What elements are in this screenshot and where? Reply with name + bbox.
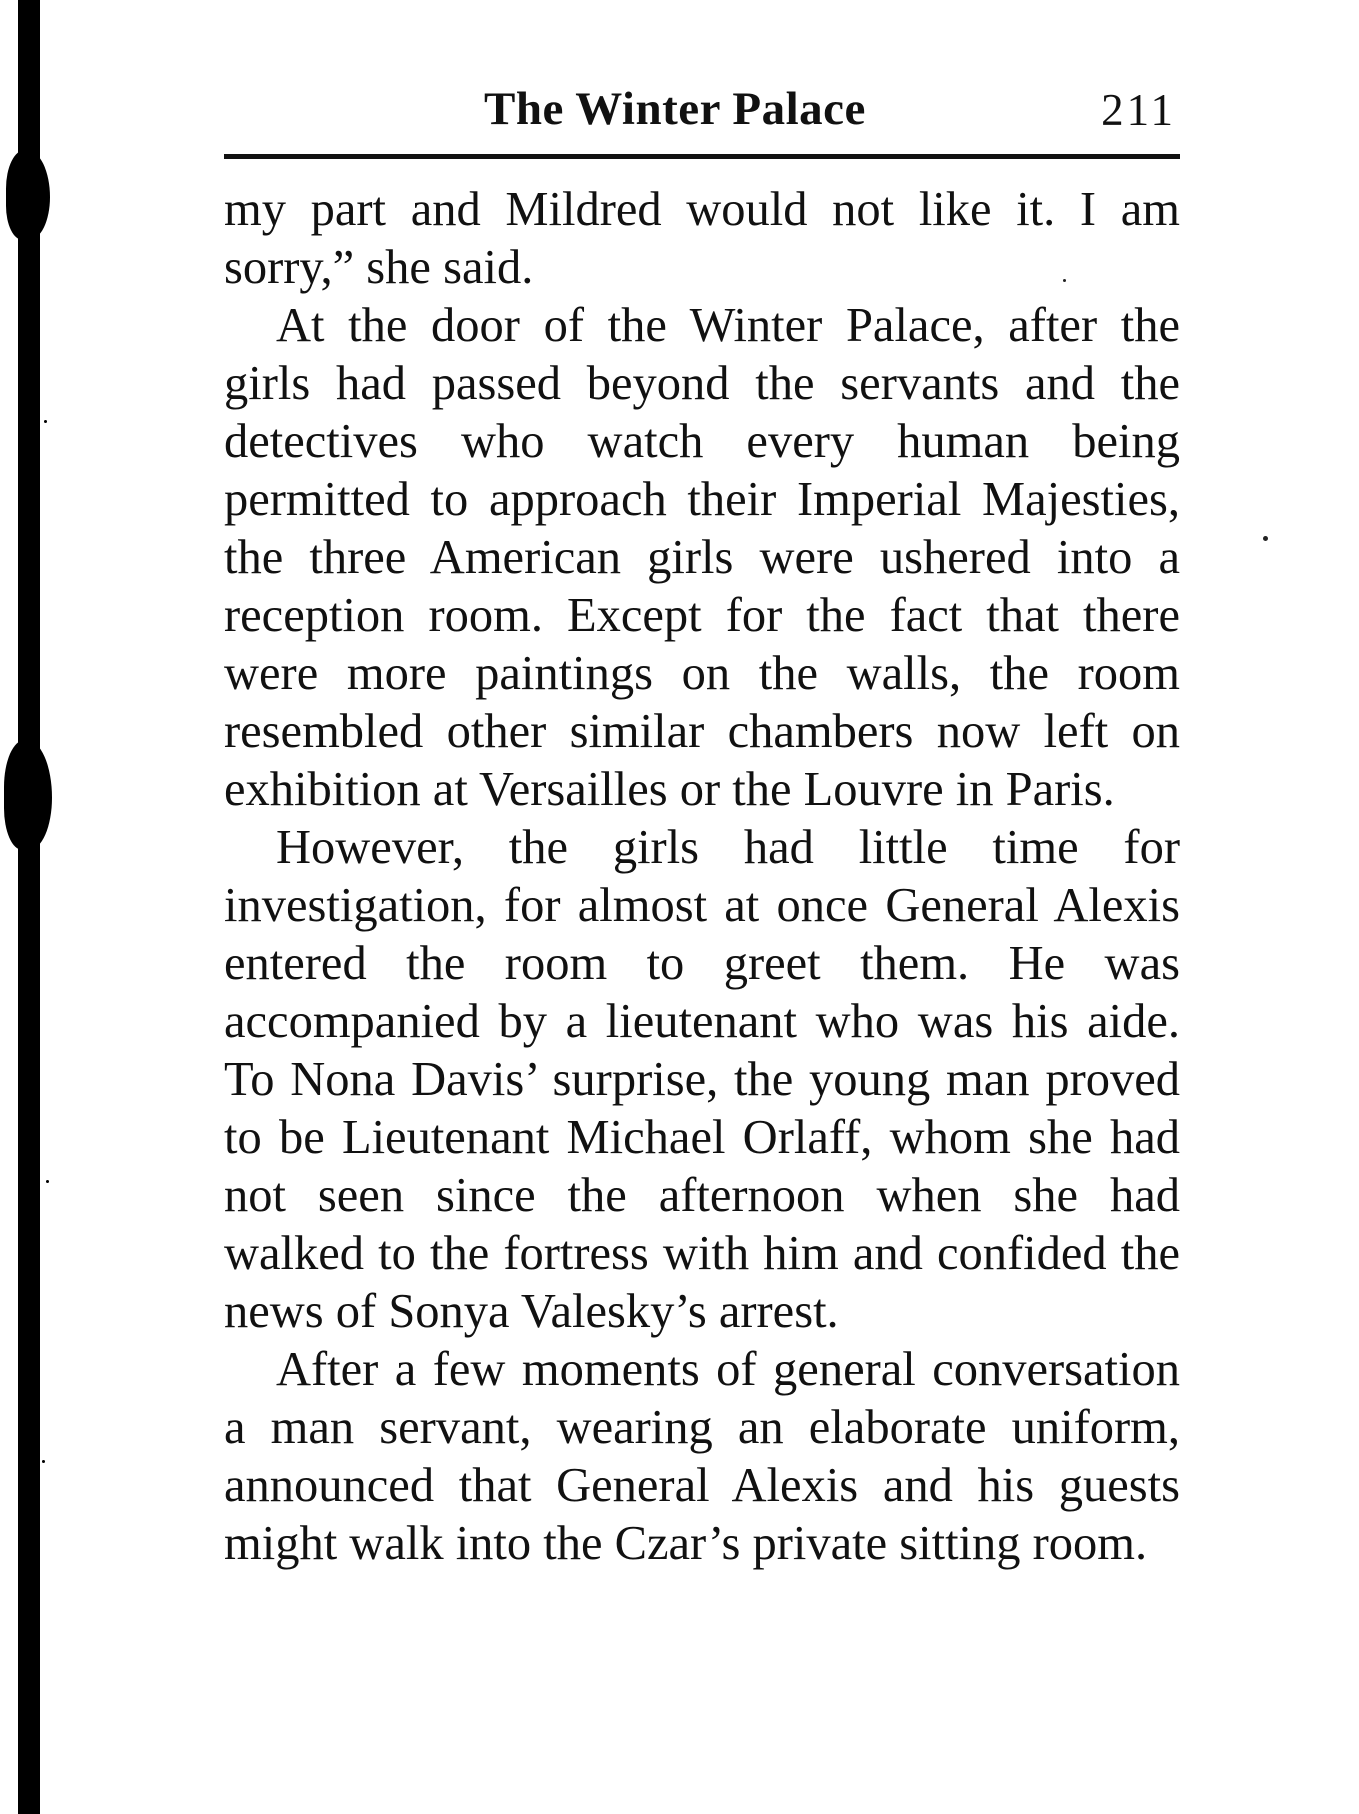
body-text — [224, 181, 1180, 1573]
paragraph: However, the girls had little time for investigation, for almost at once General Alexis entered the room to greet them. He was accompanied by a lieutenant who was his aide. To Nona Davis’ surprise, the young man proved to be Lieutenant Michael Orlaff, whom she had not seen since the afternoon when she had walked to the fortress with him and confided the news of Sonya Valesky’s arrest. — [224, 821, 1180, 1338]
paragraph: At the door of the Winter Palace, after the girls had passed beyond the servants and the detectives who watch every human being permitted to approach their Imperial Majesties, the three American girls were ushered into a reception room. Except for the fact that there were more paintings on the walls, the room resembled other similar chambers now left on exhibition at Versailles or the Louvre in Paris. — [224, 299, 1180, 816]
paragraph: my part and Mildred would not like it. I am sorry,” she said. — [224, 183, 1180, 294]
scan-fleck — [42, 1460, 45, 1463]
running-title: The Winter Palace — [484, 83, 866, 135]
scan-fleck — [46, 1180, 49, 1183]
book-page — [224, 80, 1180, 1573]
scan-speck — [1263, 536, 1268, 541]
page-number: 211 — [1101, 85, 1176, 135]
paragraph: After a few moments of general conversation a man servant, wearing an elaborate uniform, announced that General Alexis and his guests might walk into the Czar’s private sitting room. — [224, 1343, 1180, 1570]
running-head — [224, 80, 1180, 159]
binding-shadow — [18, 0, 40, 1814]
book-binding-edge — [0, 0, 48, 1814]
scan-fleck — [44, 420, 47, 423]
binding-mark-upper — [6, 150, 50, 240]
binding-mark-lower — [4, 740, 52, 850]
